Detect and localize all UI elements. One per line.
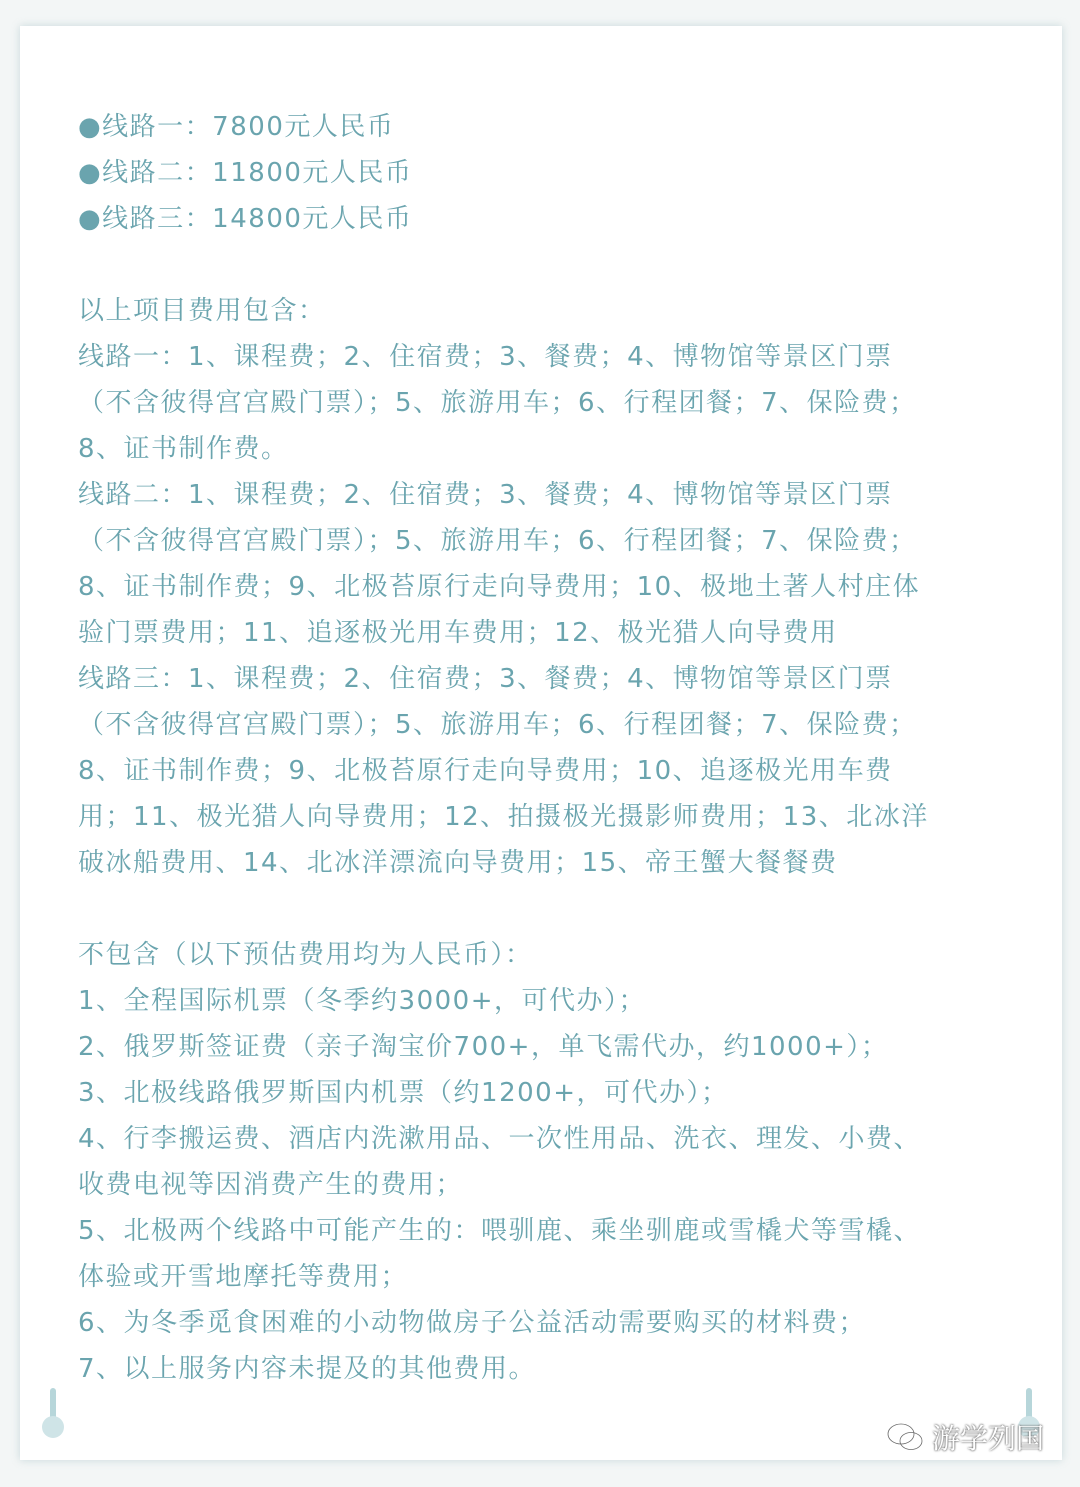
excluded-line: 2、俄罗斯签证费（亲子淘宝价700+，单飞需代办，约1000+）； [78,1032,889,1062]
document-content [78,104,1008,1392]
excluded-line: 1、全程国际机票（冬季约3000+，可代办）； [78,986,646,1016]
document-card [20,26,1062,1460]
included-line: 用；11、极光猎人向导费用；12、拍摄极光摄影师费用；13、北冰洋 [78,802,929,832]
excluded-line: 收费电视等因消费产生的费用； [78,1170,464,1200]
spacer [78,242,1008,288]
watermark-text: 游学列国 [931,1422,1044,1455]
wechat-icon [886,1422,924,1452]
decor-pin-dot-left [42,1416,64,1438]
spacer [78,886,1008,932]
excluded-line: 3、北极线路俄罗斯国内机票（约1200+，可代办）； [78,1078,729,1108]
included-line: 8、证书制作费；9、北极苔原行走向导费用；10、追逐极光用车费 [78,756,893,786]
watermark [886,1417,1044,1457]
excluded-line: 体验或开雪地摩托等费用； [78,1262,409,1292]
route-price-2: ●线路二：11800元人民币 [78,158,413,188]
included-line: 线路三：1、课程费；2、住宿费；3、餐费；4、博物馆等景区门票 [78,664,893,694]
excluded-line: 4、行李搬运费、酒店内洗漱用品、一次性用品、洗衣、理发、小费、 [78,1124,922,1154]
included-line: （不含彼得宫宫殿门票）；5、旅游用车；6、行程团餐；7、保险费； [78,710,917,740]
included-line: 8、证书制作费；9、北极苔原行走向导费用；10、极地土著人村庄体 [78,572,921,602]
excluded-line: 7、以上服务内容未提及的其他费用。 [78,1354,537,1384]
excluded-title: 不包含（以下预估费用均为人民币）： [78,940,533,970]
included-line: 线路二：1、课程费；2、住宿费；3、餐费；4、博物馆等景区门票 [78,480,893,510]
excluded-line: 5、北极两个线路中可能产生的：喂驯鹿、乘坐驯鹿或雪橇犬等雪橇、 [78,1216,922,1246]
included-line: （不含彼得宫宫殿门票）；5、旅游用车；6、行程团餐；7、保险费； [78,526,917,556]
route-price-3: ●线路三：14800元人民币 [78,204,413,234]
excluded-line: 6、为冬季觅食困难的小动物做房子公益活动需要购买的材料费； [78,1308,867,1338]
included-line: 线路一：1、课程费；2、住宿费；3、餐费；4、博物馆等景区门票 [78,342,893,372]
included-line: 验门票费用；11、追逐极光用车费用；12、极光猎人向导费用 [78,618,838,648]
route-price-1: ●线路一：7800元人民币 [78,112,395,142]
included-line: 8、证书制作费。 [78,434,289,464]
included-line: （不含彼得宫宫殿门票）；5、旅游用车；6、行程团餐；7、保险费； [78,388,917,418]
included-title: 以上项目费用包含： [78,296,326,326]
included-line: 破冰船费用、14、北冰洋漂流向导费用；15、帝王蟹大餐餐费 [78,848,838,878]
